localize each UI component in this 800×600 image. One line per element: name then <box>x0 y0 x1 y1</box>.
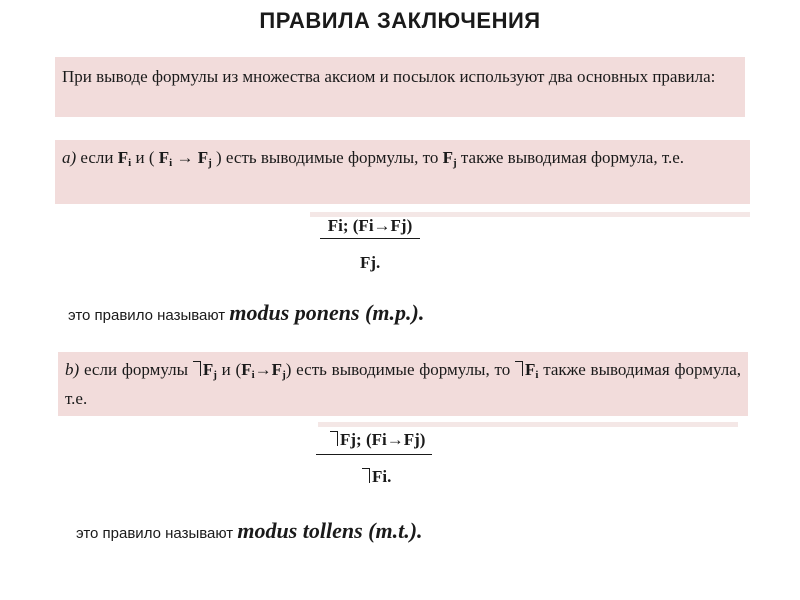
formula-fj: $F_j$ <box>442 148 457 169</box>
rule-b-box <box>58 352 748 416</box>
formula-a-denominator: Fj. <box>360 253 381 272</box>
formula-fi: $F_i$ <box>525 360 539 381</box>
formula-b-denominator: Fi. <box>316 467 432 487</box>
intro-box <box>55 57 745 117</box>
formula-fi: $F_i$ <box>117 148 132 169</box>
formula-fi: $F_i$ <box>158 148 173 169</box>
modus-tollens-line <box>76 518 423 544</box>
modus-ponens-suffix: . <box>418 300 425 325</box>
negation-icon <box>515 361 523 376</box>
modus-ponens-line <box>68 300 424 326</box>
formula-fi: $F_i$ <box>241 360 255 381</box>
arrow-symbol: → <box>176 148 194 167</box>
slide-title: ПРАВИЛА ЗАКЛЮЧЕНИЯ <box>259 8 541 33</box>
formula-fj: $F_j$ <box>202 360 217 381</box>
formula-fj: $F_j$ <box>271 360 286 381</box>
formula-a <box>320 216 420 273</box>
formula-a-numerator: Fi; (Fi→Fj) <box>327 216 413 235</box>
rule-b-text: если формулы <box>79 360 193 379</box>
rule-b-text: ) есть выводимые формулы, то <box>285 360 515 379</box>
negation-icon <box>362 468 370 483</box>
formula-b-numerator: Fj; (Fi→Fj) <box>316 430 432 450</box>
modus-ponens-name: modus ponens (m.p.) <box>229 300 419 325</box>
intro-text: При выводе формулы из множества аксиом и посылок используют два основных правила: <box>62 67 716 86</box>
rule-b-text: также выводимая формула, т.е. <box>65 360 741 408</box>
formula-fj: $F_j$ <box>197 148 212 169</box>
fraction-bar <box>316 454 432 455</box>
rule-a-text: ) есть выводимые формулы, то <box>211 148 443 167</box>
modus-tollens-prefix: это правило называют <box>76 525 238 542</box>
negation-icon <box>330 431 338 446</box>
rule-b-label: b) <box>65 360 80 379</box>
fraction-bar <box>320 238 420 239</box>
rule-a-label: а) <box>62 148 77 167</box>
rule-a-text: если <box>76 148 118 167</box>
modus-tollens-name: modus tollens (m.t.) <box>237 518 418 543</box>
modus-ponens-prefix: это правило называют <box>68 307 230 324</box>
arrow-symbol: → <box>254 360 272 379</box>
formula-b <box>316 430 432 487</box>
rule-a-text: также выводимая формула, т.е. <box>456 148 685 167</box>
rule-a-text: и ( <box>131 148 159 167</box>
rule-b-text: и ( <box>216 360 242 379</box>
decorative-line <box>318 422 738 427</box>
negation-icon <box>193 361 201 376</box>
rule-a-box <box>55 140 750 204</box>
modus-tollens-suffix: . <box>417 518 423 543</box>
